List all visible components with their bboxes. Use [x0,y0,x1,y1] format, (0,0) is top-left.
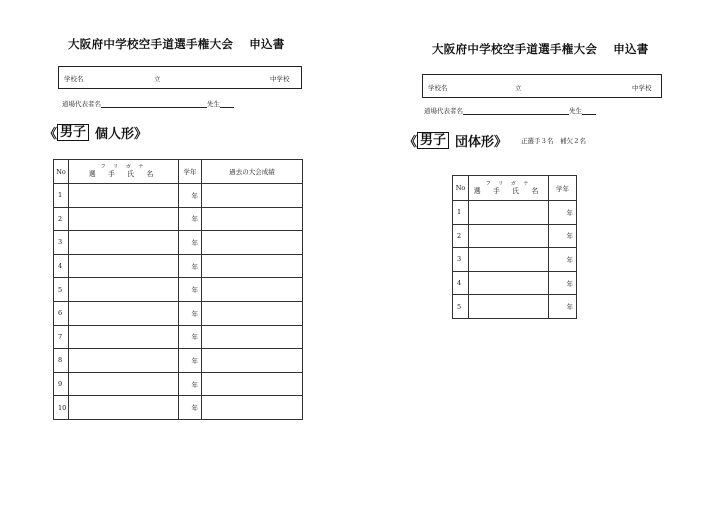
table-row [54,254,303,278]
row-number: 7 [54,325,69,349]
player-name-cell[interactable] [69,396,179,420]
team-form-title [432,41,649,57]
individual-school-mid: 立 [154,75,161,83]
individual-school-box[interactable] [58,66,302,89]
player-name-cell[interactable] [69,349,179,373]
grade-cell[interactable]: 年 [549,201,577,225]
individual-representative [62,99,234,108]
individual-col-no: No [54,160,69,184]
row-number: 1 [54,184,69,208]
team-heading [404,131,586,150]
grade-cell[interactable]: 年 [179,372,202,396]
row-number: 5 [453,295,469,319]
team-school-mid: 立 [515,84,522,92]
table-row [54,207,303,231]
team-header-row [453,176,577,201]
table-row [54,184,303,208]
individual-rep-label: 道場代表者名 [62,100,101,108]
row-number: 1 [453,201,469,225]
record-cell[interactable] [202,396,303,420]
individual-entry-table [53,159,303,420]
individual-form-title [68,36,285,52]
grade-cell[interactable]: 年 [179,325,202,349]
row-number: 2 [54,207,69,231]
individual-rep-suffix: 先生 [207,100,220,108]
grade-cell[interactable]: 年 [549,271,577,295]
individual-col-furigana: フ リ ガ ナ [100,164,147,170]
team-title-suffix: 申込書 [613,42,649,56]
grade-cell[interactable]: 年 [179,231,202,255]
row-number: 9 [54,372,69,396]
team-gender-box: 男子 [417,132,449,149]
player-name-cell[interactable] [69,207,179,231]
player-name-cell[interactable] [469,295,549,319]
grade-cell[interactable]: 年 [179,301,202,325]
team-col-name-label: 選 手 氏 名 [473,186,544,195]
grade-cell[interactable]: 年 [549,295,577,319]
team-school-suffix: 中学校 [632,84,652,92]
grade-cell[interactable]: 年 [179,396,202,420]
record-cell[interactable] [202,207,303,231]
grade-cell[interactable]: 年 [179,184,202,208]
player-name-cell[interactable] [69,278,179,302]
row-number: 10 [54,396,69,420]
row-number: 8 [54,349,69,373]
grade-cell[interactable]: 年 [179,254,202,278]
team-rep-underline-tail [582,114,596,115]
table-row [453,248,577,272]
player-name-cell[interactable] [69,231,179,255]
table-row [453,224,577,248]
player-name-cell[interactable] [469,271,549,295]
team-heading-note: 正選手３名 補欠２名 [521,137,587,145]
player-name-cell[interactable] [469,201,549,225]
team-col-grade: 学年 [549,176,577,201]
player-name-cell[interactable] [469,224,549,248]
team-school-box[interactable] [422,74,662,98]
grade-cell[interactable]: 年 [179,349,202,373]
table-row [54,396,303,420]
individual-school-suffix: 中学校 [270,75,290,83]
table-row [54,372,303,396]
row-number: 4 [453,271,469,295]
player-name-cell[interactable] [69,325,179,349]
table-row [453,271,577,295]
table-row [54,349,303,373]
team-entry-table [452,175,577,319]
player-name-cell[interactable] [69,301,179,325]
team-col-name [469,176,549,201]
record-cell[interactable] [202,231,303,255]
team-col-no: No [453,176,469,201]
individual-event-label: 個人形》 [95,127,148,142]
individual-col-grade: 学年 [179,160,202,184]
table-row [54,301,303,325]
team-heading-open: 《 [404,135,418,150]
individual-heading-open: 《 [44,127,58,142]
record-cell[interactable] [202,301,303,325]
team-representative [424,106,596,115]
record-cell[interactable] [202,184,303,208]
player-name-cell[interactable] [69,372,179,396]
grade-cell[interactable]: 年 [549,224,577,248]
player-name-cell[interactable] [469,248,549,272]
team-title-text: 大阪府中学校空手道選手権大会 [432,42,598,56]
table-row [54,278,303,302]
table-row [54,231,303,255]
table-row [453,295,577,319]
row-number: 3 [453,248,469,272]
team-rep-suffix: 先生 [569,107,582,115]
row-number: 2 [453,224,469,248]
row-number: 3 [54,231,69,255]
individual-title-suffix: 申込書 [249,37,285,51]
grade-cell[interactable]: 年 [179,207,202,231]
player-name-cell[interactable] [69,254,179,278]
row-number: 5 [54,278,69,302]
individual-col-name [69,160,179,184]
individual-title-text: 大阪府中学校空手道選手権大会 [68,37,234,51]
grade-cell[interactable]: 年 [179,278,202,302]
individual-rep-underline-tail [220,107,234,108]
individual-heading [44,123,147,142]
individual-school-label: 学校名 [64,75,84,83]
table-row [453,201,577,225]
individual-gender-box: 男子 [57,124,89,141]
row-number: 6 [54,301,69,325]
player-name-cell[interactable] [69,184,179,208]
individual-col-record: 過去の大会成績 [202,160,303,184]
record-cell[interactable] [202,254,303,278]
record-cell[interactable] [202,349,303,373]
record-cell[interactable] [202,372,303,396]
team-col-furigana: フ リ ガ ナ [485,180,532,187]
row-number: 4 [54,254,69,278]
record-cell[interactable] [202,278,303,302]
team-rep-line[interactable] [463,114,569,115]
individual-col-name-label: 選 手 氏 名 [88,170,159,178]
grade-cell[interactable]: 年 [549,248,577,272]
table-row [54,325,303,349]
team-rep-label: 道場代表者名 [424,107,463,115]
record-cell[interactable] [202,325,303,349]
individual-header-row [54,160,303,184]
team-event-label: 団体形》 [455,135,508,150]
team-school-label: 学校名 [428,84,448,92]
individual-rep-line[interactable] [101,107,207,108]
